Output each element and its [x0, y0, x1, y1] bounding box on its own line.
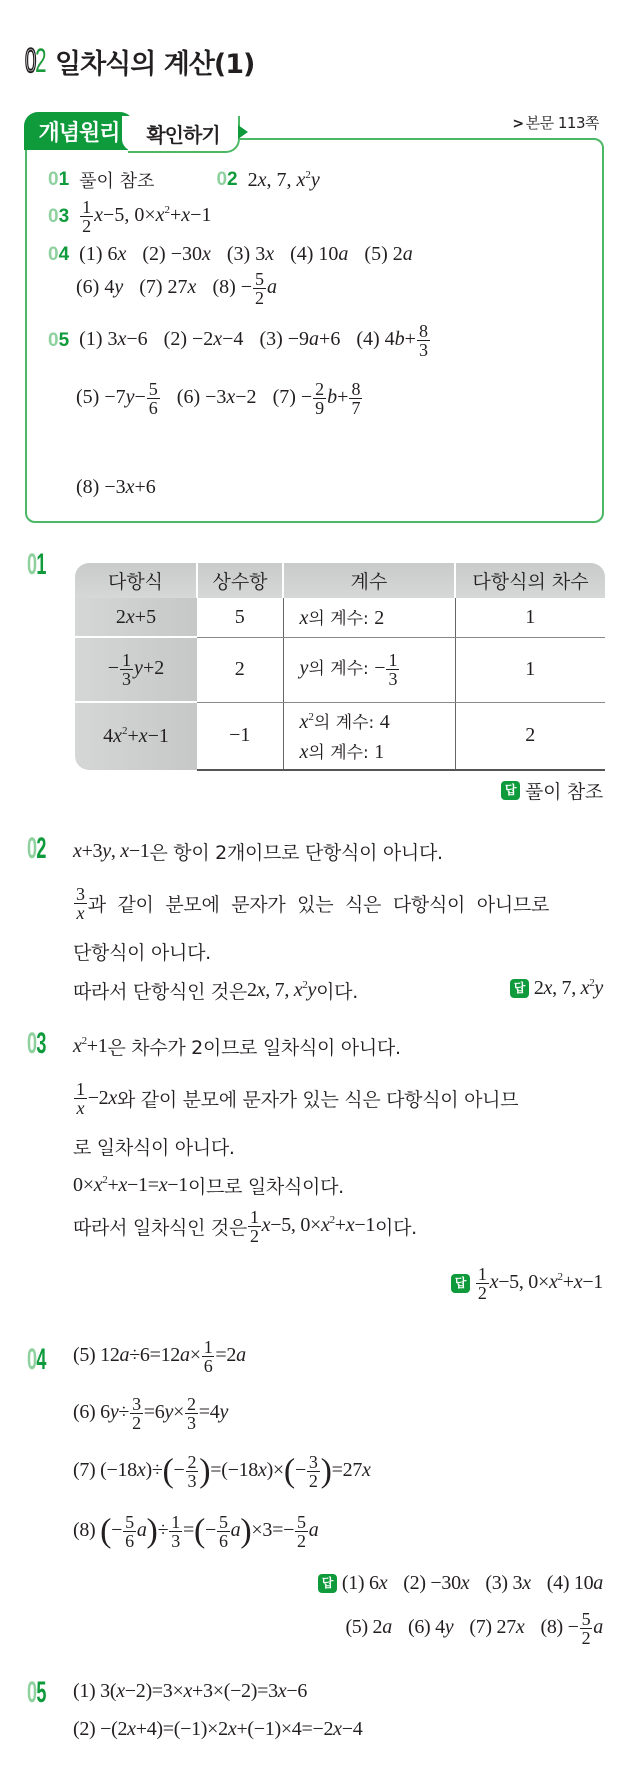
concept-answer-05-row1: 05 (1) 3x−6 (2) −2x−4 (3) −9a+6 (4) 4b+ $\frac{8}{3}$: [48, 321, 428, 360]
concept-answer-01-02: 01 풀이 참조 02 2x, 7, $x^2y$: [48, 168, 320, 192]
solution-04-line-7: (7) (−18x)÷(− $\frac{2}{3}$ )=(−18x)×(− $\frac{3}{2}$ )=27x: [73, 1452, 371, 1491]
table-header: 상수항: [197, 563, 283, 598]
answer-icon: 답: [451, 1274, 470, 1293]
concept-answer-05-row3: (8) −3x+6: [76, 476, 156, 498]
section-title: 일차식의 계산(1): [55, 49, 255, 80]
table-header: 다항식: [75, 563, 197, 598]
concept-answer-04-row1: 04 (1) 6x (2) −30x (3) 3x (4) 10a (5) 2a: [48, 243, 413, 265]
answer-04-row1: 답 (1) 6x (2) −30x (3) 3x (4) 10a: [318, 1572, 603, 1595]
solution-number-01: 01: [27, 548, 46, 581]
solution-02-line-2: $\frac{3}{x}$ 과 같이 분모에 문자가 있는 식은 다항식이 아니므로: [76, 884, 550, 923]
page-title: [25, 42, 254, 81]
answer-icon: 답: [501, 781, 520, 800]
concept-answer-04-row2: (6) 4y (7) 27x (8) − $\frac{5}{2}$ a: [76, 269, 278, 308]
table-row: 2x+5 5 x의 계수: 2 1: [75, 598, 605, 637]
table-row: $4x^2+x-1$ −1 $x^2$의 계수: 4 x의 계수: 1 2: [75, 702, 605, 770]
solution-02-line-4: 따라서 단항식인 것은 2x, 7, $x^2y$ 이다.: [73, 979, 358, 1003]
solution-03-line-3: 로 일차식이 아니다.: [73, 1137, 235, 1159]
solution-04-line-8: (8) (− $\frac{5}{6}$ a)÷ $\frac{1}{3}$ =(− $\frac{5}{6}$ a)×3=− $\frac{5}{2}$ a: [73, 1512, 319, 1551]
solution-03-line-1: $x^2+1$ 은 차수가 2이므로 일차식이 아니다.: [73, 1035, 401, 1059]
solution-03-line-2: $\frac{1}{x}$ −2x 와 같이 분모에 문자가 있는 식은 다항식이 아니므: [76, 1079, 519, 1118]
section-number: 02: [25, 42, 46, 80]
solution-number-03: 03: [27, 1027, 46, 1060]
polynomial-table: [75, 563, 605, 771]
concept-answer-05-row2: (5) −7y− $\frac{5}{6}$ (6) −3x−2 (7) − $\frac{2}{9}$ b+ $\frac{8}{7}$: [76, 379, 361, 418]
page-reference: > 본문 113쪽: [512, 114, 599, 132]
concept-tab-label: 개념원리: [24, 112, 134, 150]
tab-arrow-icon: [238, 125, 248, 139]
solution-02-line-3: 단항식이 아니다.: [73, 942, 211, 964]
answer-icon: 답: [510, 979, 529, 998]
solution-04-line-6: (6) 6y÷ $\frac{3}{2}$ =6y× $\frac{2}{3}$ =4y: [73, 1394, 229, 1433]
solution-04-line-5: (5) 12a÷6=12a× $\frac{1}{6}$ =2a: [73, 1337, 246, 1376]
answer-03: 답 $\frac{1}{2}$ x−5, $0\times x^2+x-1$: [451, 1265, 603, 1302]
chevron-right-icon: >: [512, 116, 524, 132]
table-header: 계수: [283, 563, 455, 598]
solution-03-line-5: 따라서 일차식인 것은 $\frac{1}{2}$ x−5, $0\times x^2+x-1$ 이다.: [73, 1207, 417, 1246]
answer-02: 답 2x, 7, $x^2y$: [510, 977, 603, 1000]
table-header: 다항식의 차수: [455, 563, 605, 598]
solution-02-line-1: x+3y, x−1 은 항이 2개이므로 단항식이 아니다.: [73, 840, 443, 864]
answer-icon: 답: [318, 1574, 337, 1593]
answer-04-row2: (5) 2a (6) 4y (7) 27x (8) − $\frac{5}{2}$ a: [345, 1609, 603, 1648]
solution-03-line-4: $0\times x^2+x-1=x-1$ 이므로 일차식이다.: [73, 1174, 344, 1198]
concept-tab-sublabel: 확인하기: [128, 116, 240, 153]
table-row: − $\frac{1}{3}$ y+2 2 y의 계수: − $\frac{1}{3}$ 1: [75, 637, 605, 702]
answer-01: 답 풀이 참조: [501, 777, 603, 804]
solution-05-line-2: (2) −(2x+4)=(−1)×2x+(−1)×4=−2x−4: [73, 1718, 363, 1740]
solution-05-line-1: (1) 3(x−2)=3×x+3×(−2)=3x−6: [73, 1680, 308, 1702]
solution-number-02: 02: [27, 832, 46, 865]
concept-answer-03: 03 $\frac{1}{2}$ x−5, $0\times x^2+x-1$: [48, 197, 212, 236]
solution-number-05: 05: [27, 1676, 46, 1709]
solution-number-04: 04: [27, 1343, 46, 1376]
